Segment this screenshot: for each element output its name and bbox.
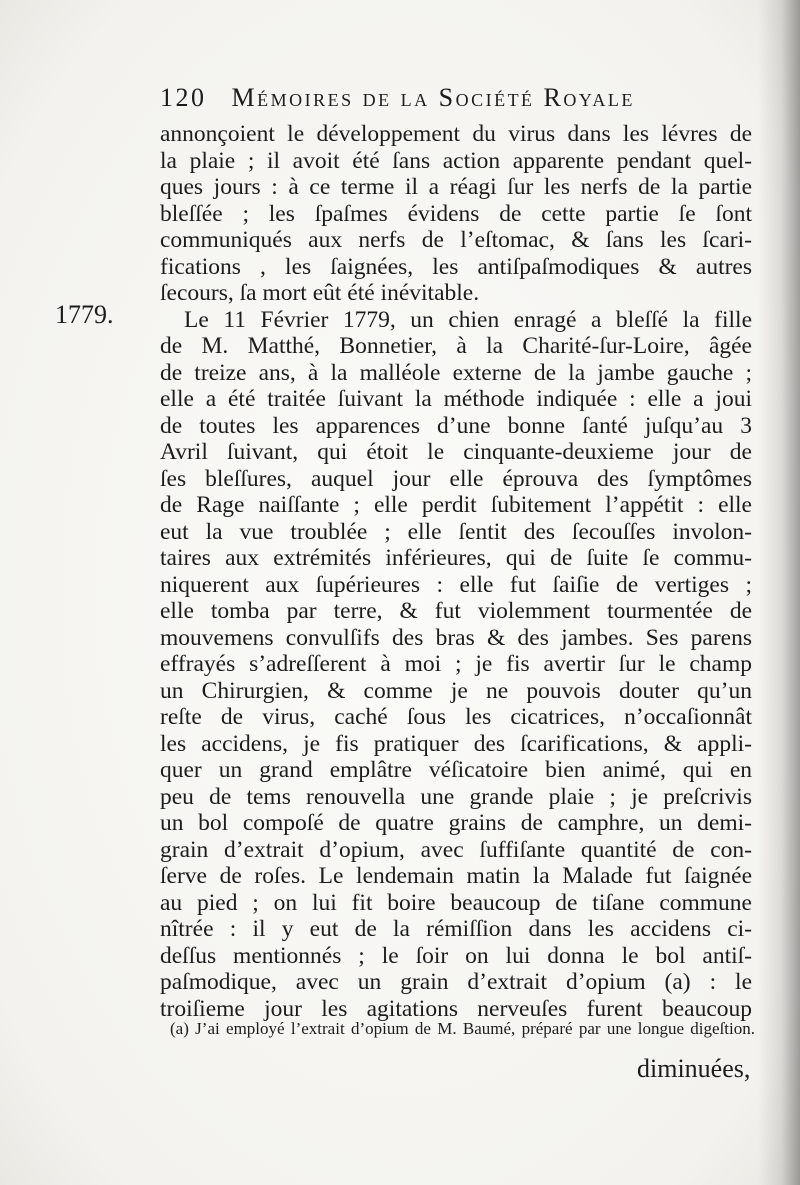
binding-shadow [758, 0, 800, 1185]
text-line: annonçoient le développement du virus dans les lévres de [160, 121, 752, 147]
text-line: fications , les ſaignées, les antiſpaſmodiques & autres [160, 253, 752, 280]
text-line: la plaie ; il avoit été ſans action apparente pendant quel- [160, 147, 752, 174]
text-line: de M. Matthé, Bonnetier, à la Charité-ſur-Loire, âgée [160, 333, 752, 359]
running-title: Mémoires de la Société Royale [231, 83, 635, 112]
text-line: de treize ans, à la malléole externe de la jambe gauche ; [160, 359, 752, 386]
text-line: deſſus mentionnés ; le ſoir on lui donna le bol antiſ- [160, 942, 752, 969]
text-line: nîtrée : il y eut de la rémiſſion dans les accidens ci- [160, 916, 752, 942]
text-line: mouvemens convulſifs des bras & des jambes. Ses parens [160, 624, 752, 651]
catchword: diminuées, [637, 1054, 751, 1083]
text-line: effrayés s’adreſſerent à moi ; je fis avertir ſur le champ [160, 651, 752, 677]
text-line: de Rage naiſſante ; elle perdit ſubitement l’appétit : elle [160, 492, 752, 518]
running-header [160, 83, 760, 113]
text-line: taires aux extrémités inférieures, qui de ſuite ſe commu- [160, 545, 752, 571]
text-line: niquerent aux ſupérieures : elle fut ſaiſie de vertiges ; [160, 571, 752, 598]
paragraph-start-line: Le 11 Février 1779, un chien enragé a bleſſé la fille [184, 306, 752, 333]
margin-year-note: 1779. [55, 300, 114, 329]
text-line: elle a été traitée ſuivant la méthode indiquée : elle a joui [160, 386, 752, 412]
text-line: ques jours : à ce terme il a réagi ſur les nerfs de la partie [160, 174, 752, 200]
text-line: bleſſée ; les ſpaſmes évidens de cette partie ſe ſont [160, 200, 752, 227]
page-number: 120 [160, 83, 207, 112]
text-line: Avril ſuivant, qui étoit le cinquante-deuxieme jour de [160, 439, 752, 465]
text-line: troiſieme jour les agitations nerveuſes furent beaucoup [160, 995, 752, 1022]
text-line: ſecours, ſa mort eût été inévitable. [160, 280, 480, 306]
text-line: quer un grand emplâtre véſicatoire bien animé, qui en [160, 757, 752, 783]
text-line: grain d’extrait d’opium, avec ſuffiſante quantité de con- [160, 836, 752, 863]
text-line: ſes bleſſures, auquel jour elle éprouva des ſymptômes [160, 465, 752, 492]
text-line: reſte de virus, caché ſous les cicatrices, n’occaſionnât [160, 704, 752, 730]
text-line: ſerve de roſes. Le lendemain matin la Malade fut ſaignée [160, 863, 752, 889]
text-line: un bol compoſé de quatre grains de camphre, un demi- [160, 810, 752, 836]
text-line: communiqués aux nerfs de l’eſtomac, & ſans les ſcari- [160, 227, 752, 253]
text-line: un Chirurgien, & comme je ne pouvois douter qu’un [160, 677, 752, 704]
text-line: les accidens, je fis pratiquer des ſcarifications, & appli- [160, 730, 752, 757]
text-line: au pied ; on lui fit boire beaucoup de tiſane commune [160, 889, 752, 916]
text-line: elle tomba par terre, & fut violemment tourmentée de [160, 598, 752, 624]
text-line: de toutes les apparences d’une bonne ſanté juſqu’au 3 [160, 412, 752, 439]
text-line: peu de tems renouvella une grande plaie ; je preſcrivis [160, 783, 752, 810]
text-line: paſmodique, avec un grain d’extrait d’opium (a) : le [160, 969, 752, 995]
text-line: eut la vue troublée ; elle ſentit des ſecouſſes involon- [160, 518, 752, 545]
footnote: (a) J’ai employé l’extrait d’opium de M. Baumé, préparé par une longue digeſtion. [170, 1019, 755, 1038]
main-text-block [160, 121, 752, 1022]
